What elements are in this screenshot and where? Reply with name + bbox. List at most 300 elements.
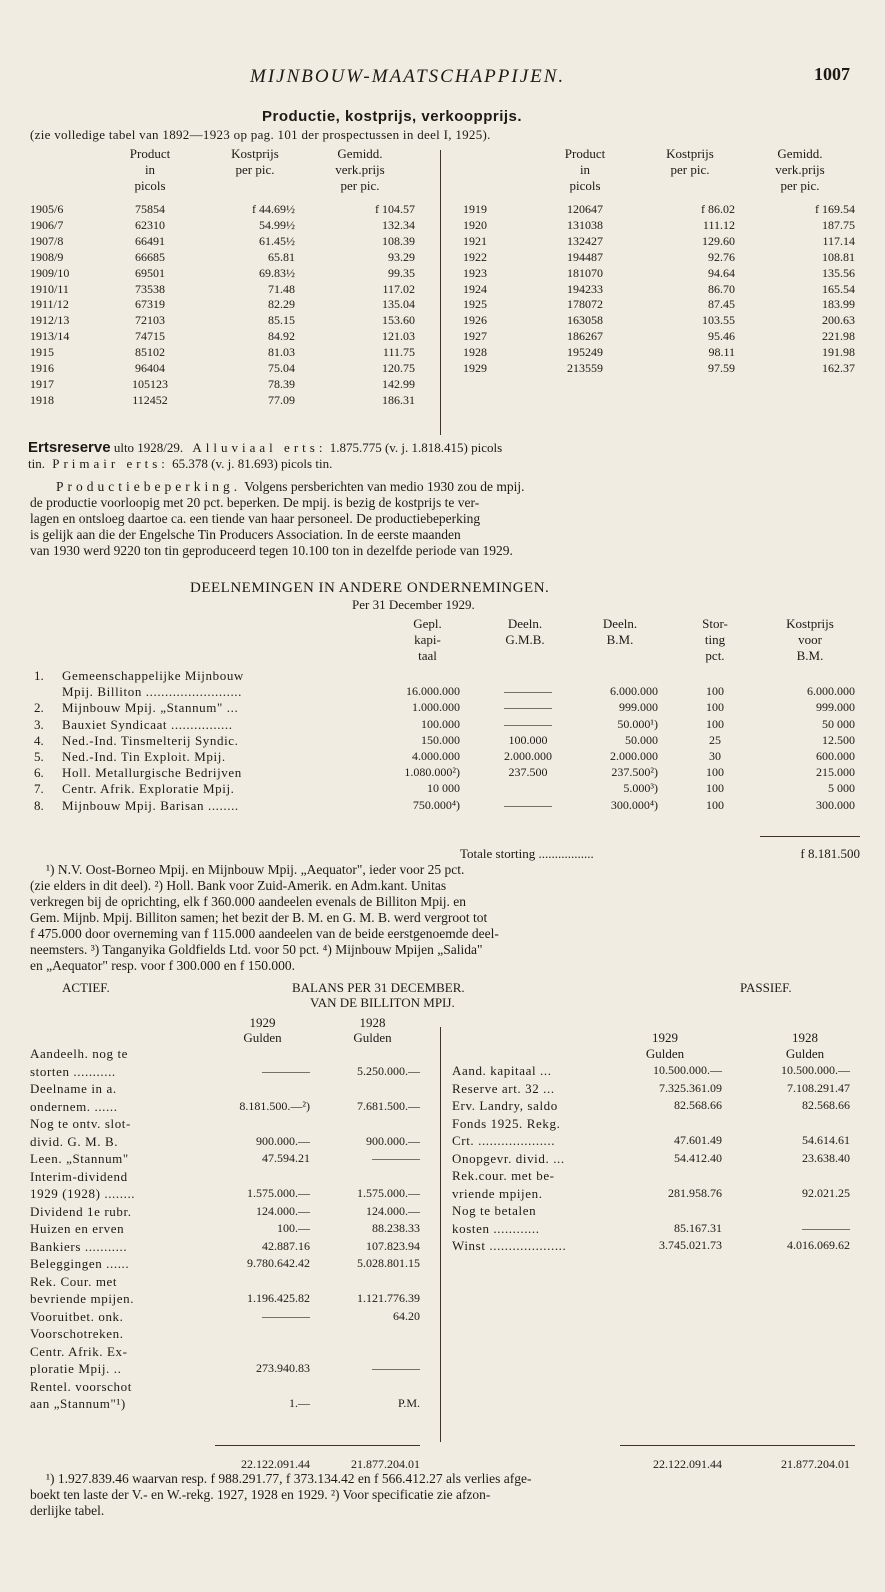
page-number: 1007 [814, 64, 850, 84]
prod-year: 1925 [463, 297, 487, 312]
prod-cost: 71.48 [268, 281, 295, 296]
asset-value-1929: 124.000.— [256, 1203, 310, 1218]
balance-divider [440, 1027, 441, 1442]
part-capital: 750.000⁴) [412, 797, 460, 812]
liab-total-b: 21.877.204.01 [781, 1457, 850, 1471]
production-divider [440, 150, 441, 435]
part-pct: 25 [709, 732, 721, 747]
note-line-0: ¹) N.V. Oost-Borneo Mpij. en Mijnbouw Mpij. „Aequator", ieder voor 25 pct. [46, 862, 465, 877]
part-cost: 600.000 [816, 749, 855, 763]
reserve-heading: Ertsreserve [28, 439, 111, 456]
prod-price: 120.75 [382, 361, 415, 375]
part-capital: 150.000 [421, 732, 460, 747]
asset-label: Voorschotreken. [30, 1326, 124, 1341]
prod-price: 108.39 [382, 233, 415, 248]
note-line-4: f 475.000 door overneming van f 115.000 aandeelen van de beide eerstgenoemde deel- [30, 926, 499, 941]
liability-value-1929: 7.325.361.09 [659, 1080, 722, 1095]
prod-year: 1913/14 [30, 329, 70, 344]
participations-total-value: f 8.181.500 [800, 846, 860, 861]
asset-value-1929: 1.— [289, 1396, 310, 1410]
part-num: 1. [34, 668, 44, 683]
liability-value-1929: 281.958.76 [668, 1185, 722, 1200]
restriction-paragraph [30, 479, 862, 559]
prod-year: 1906/7 [30, 217, 64, 232]
participations-total-rule [760, 836, 860, 837]
prod-price: f 104.57 [375, 202, 415, 216]
prod-header-0-0-2: picols [134, 178, 166, 193]
prod-picols: 66491 [135, 233, 165, 248]
balance-title-2: VAN DE BILLITON MPIJ. [310, 995, 455, 1010]
asset-value-1928: ———— [372, 1151, 420, 1165]
part-cost: 50 000 [822, 716, 855, 731]
participations-total-label: Totale storting ................. [460, 846, 594, 861]
prod-cost: 84.92 [268, 329, 295, 344]
prod-picols: 62310 [135, 217, 165, 232]
asset-value-1928: 900.000.— [366, 1133, 420, 1148]
part-pct: 100 [706, 781, 724, 796]
alluvial-value: 1.875.775 (v. j. 1.818.415) picols [329, 440, 503, 455]
asset-label: Dividend 1e rubr. [30, 1203, 132, 1219]
prod-picols: 73538 [135, 281, 165, 296]
prod-cost: 81.03 [268, 345, 295, 360]
prod-cost: 98.11 [708, 345, 735, 360]
passief-label: PASSIEF. [740, 980, 792, 995]
asset-label: Vooruitbet. onk. [30, 1308, 124, 1324]
prod-year: 1916 [30, 361, 54, 375]
part-header-4-2: B.M. [796, 648, 824, 663]
part-gmb: 2.000.000 [504, 749, 552, 763]
asset-value-1928: ———— [372, 1361, 420, 1375]
liability-value-1929: 85.167.31 [674, 1220, 722, 1235]
liability-label: Erv. Landry, saldo [452, 1098, 558, 1113]
reserve-period: ulto 1928/29. [113, 440, 184, 455]
note-line-1: (zie elders in dit deel). ²) Holl. Bank voor Zuid-Amerik. en Adm.kant. Unitas [30, 878, 447, 893]
part-gmb: 100.000 [508, 732, 548, 747]
asset-value-1929: 100.— [277, 1221, 310, 1235]
prod-year: 1922 [463, 249, 487, 264]
liability-value-1928: 10.500.000.— [781, 1063, 850, 1077]
prod-header-0-0-1: in [144, 162, 156, 177]
asset-label: Beleggingen ...... [30, 1256, 130, 1271]
prod-picols: 96404 [135, 361, 165, 375]
part-num: 7. [34, 781, 44, 797]
prod-cost: 103.55 [702, 313, 735, 328]
asset-total-rule [215, 1445, 420, 1446]
part-header-0-0: Gepl. [413, 616, 442, 631]
prod-picols: 163058 [567, 313, 603, 328]
prod-picols: 186267 [567, 329, 603, 344]
prod-year: 1920 [463, 217, 487, 232]
part-cost: 999.000 [816, 700, 855, 715]
liability-value-1928: 82.568.66 [802, 1098, 850, 1112]
asset-value-1928: 7.681.500.— [357, 1098, 420, 1113]
prod-price: 162.37 [822, 361, 855, 375]
production-subtitle: (zie volledige tabel van 1892—1923 op pag. 101 der prospectussen in deel I, 1925). [30, 127, 491, 142]
part-cost: 300.000 [816, 797, 855, 812]
part-header-3-2: pct. [705, 648, 725, 663]
liab-year-b: 1928 [792, 1030, 818, 1045]
prod-price: 186.31 [382, 392, 415, 407]
prod-header-0-1-0: Kostprijs [231, 146, 279, 161]
asset-label: Rentel. voorschot [30, 1378, 132, 1394]
prod-year: 1907/8 [30, 233, 64, 248]
part-cost: 5 000 [828, 781, 855, 796]
part-header-0-1: kapi- [414, 632, 441, 647]
asset-year-a: 1929 [249, 1015, 276, 1030]
liability-label: Rek.cour. met be- [452, 1168, 555, 1183]
primary-label: Primair erts: [52, 456, 169, 471]
asset-label: Huizen en erven [30, 1221, 125, 1236]
prod-year: 1921 [463, 233, 487, 248]
part-pct: 100 [706, 797, 724, 812]
prod-cost: 77.09 [268, 392, 295, 407]
prod-cost: 129.60 [702, 233, 735, 248]
participations-notes [30, 862, 862, 974]
liability-value-1928: 54.614.61 [802, 1133, 850, 1147]
part-name: Gemeenschappelijke Mijnbouw [62, 668, 244, 683]
part-capital: 1.080.000²) [404, 765, 460, 780]
bnote-line-1: boekt ten laste der V.- en W.-rekg. 1927, 1928 en 1929. ²) Voor specificatie zie afzon- [30, 1487, 491, 1502]
part-name: Centr. Afrik. Exploratie Mpij. [62, 781, 235, 797]
asset-year-b: 1928 [359, 1015, 386, 1030]
prod-picols: 67319 [135, 297, 165, 312]
part-cost: 12.500 [822, 732, 855, 747]
part-num: 3. [34, 716, 44, 732]
prod-picols: 66685 [135, 249, 165, 264]
liab-year-a: 1929 [652, 1030, 678, 1045]
part-header-2-1: B.M. [606, 632, 634, 647]
tin-word: tin. [28, 456, 45, 471]
asset-label: bevriende mpijen. [30, 1291, 135, 1306]
liability-value-1928: 4.016.069.62 [787, 1238, 850, 1252]
asset-value-1928: P.M. [397, 1396, 420, 1410]
prod-header-1-2-0: Gemidd. [777, 146, 823, 161]
asset-value-1928: 88.238.33 [372, 1221, 420, 1235]
production-title: Productie, kostprijs, verkoopprijs. [262, 108, 523, 125]
alluvial-label: Alluviaal erts: [192, 440, 327, 455]
prod-price: 117.02 [382, 281, 415, 296]
part-pct: 30 [709, 749, 721, 763]
primary-value: 65.378 (v. j. 81.693) picols tin. [172, 456, 333, 471]
prod-picols: 213559 [567, 361, 603, 375]
prod-price: 221.98 [822, 329, 855, 344]
prod-price: 108.81 [822, 249, 855, 264]
prod-year: 1917 [30, 376, 54, 391]
note-line-5: neemsters. ³) Tanganyika Goldfields Ltd. voor 50 pct. ⁴) Mijnbouw Mpijen „Salida" [30, 942, 483, 957]
asset-value-1929: ———— [262, 1063, 310, 1078]
prod-price: 93.29 [388, 249, 415, 264]
participations-subtitle: Per 31 December 1929. [352, 597, 475, 612]
prod-header-1-1-1: per pic. [670, 162, 710, 177]
prod-year: 1909/10 [30, 265, 70, 280]
part-num: 8. [34, 797, 44, 813]
liability-value-1928: 7.108.291.47 [787, 1080, 850, 1095]
liability-value-1929: 82.568.66 [674, 1098, 722, 1112]
asset-label: Leen. „Stannum" [30, 1151, 129, 1166]
restriction-line-1: de productie voorloopig met 20 pct. beperken. De mpij. is bezig de kostprijs te ver- [30, 495, 480, 510]
part-gmb: ———— [504, 684, 552, 699]
prod-header-1-0-2: picols [569, 178, 601, 193]
prod-picols: 85102 [135, 345, 165, 360]
asset-value-1929: ———— [262, 1308, 310, 1323]
part-bm: 300.000⁴) [610, 797, 658, 812]
prod-picols: 194233 [567, 281, 603, 296]
part-header-4-1: voor [798, 632, 822, 647]
prod-year: 1908/9 [30, 249, 64, 264]
part-cost: 6.000.000 [807, 684, 855, 699]
part-header-2-0: Deeln. [602, 616, 638, 631]
part-capital: 1.000.000 [412, 700, 460, 715]
prod-cost: 82.29 [268, 297, 295, 312]
part-bm: 2.000.000 [610, 749, 658, 763]
part-capital: 4.000.000 [412, 749, 460, 763]
bnote-line-2: derlijke tabel. [30, 1503, 105, 1518]
part-name-cont: Mpij. Billiton ......................... [62, 684, 243, 700]
part-pct: 100 [706, 765, 724, 780]
prod-year: 1928 [463, 345, 487, 360]
asset-value-1929: 42.887.16 [262, 1238, 310, 1253]
part-cost: 215.000 [816, 765, 855, 780]
asset-value-1928: 1.575.000.— [357, 1186, 420, 1200]
part-num: 4. [34, 732, 44, 748]
restriction-line-4: van 1930 werd 9220 ton tin geproduceerd tegen 10.100 ton in dezelfde periode van 1929. [30, 543, 513, 558]
part-bm: 6.000.000 [610, 684, 658, 699]
asset-value-1929: 1.196.425.82 [247, 1291, 310, 1305]
part-header-3-1: ting [704, 632, 726, 647]
part-pct: 100 [706, 716, 724, 731]
asset-value-1929: 8.181.500.—²) [239, 1098, 310, 1113]
asset-label: divid. G. M. B. [30, 1133, 119, 1149]
prod-header-1-2-1: verk.prijs [775, 162, 825, 177]
part-num: 5. [34, 749, 44, 764]
prod-year: 1905/6 [30, 202, 64, 216]
part-bm: 999.000 [619, 700, 658, 715]
asset-value-1928: 5.028.801.15 [357, 1256, 420, 1270]
part-bm: 237.500²) [611, 765, 658, 780]
asset-value-1928: 64.20 [393, 1308, 420, 1323]
prod-year: 1911/12 [30, 297, 69, 312]
prod-price: 117.14 [822, 233, 855, 248]
asset-total-a: 22.122.091.44 [241, 1457, 310, 1471]
actief-label: ACTIEF. [62, 980, 110, 995]
part-name: Mijnbouw Mpij. „Stannum" ... [62, 700, 239, 716]
prod-cost: 61.45½ [259, 233, 295, 248]
liability-label: Aand. kapitaal ... [452, 1063, 552, 1078]
prod-cost: 87.45 [708, 297, 735, 312]
liability-value-1928: 23.638.40 [802, 1150, 850, 1165]
part-name: Mijnbouw Mpij. Barisan ........ [62, 797, 239, 813]
liability-label: Nog te betalen [452, 1203, 537, 1218]
prod-cost: 97.59 [708, 361, 735, 375]
prod-year: 1910/11 [30, 281, 69, 296]
part-name: Ned.-Ind. Tinsmelterij Syndic. [62, 732, 239, 748]
balance-notes [30, 1471, 862, 1519]
asset-value-1929: 9.780.642.42 [247, 1256, 310, 1270]
prod-year: 1919 [463, 202, 487, 216]
prod-cost: 111.12 [702, 217, 735, 232]
prod-cost: 86.70 [708, 281, 735, 296]
prod-price: 165.54 [822, 281, 855, 296]
reserve-line-2 [28, 456, 332, 472]
prod-price: 191.98 [822, 345, 855, 360]
prod-picols: 112452 [132, 392, 168, 407]
prod-year: 1915 [30, 345, 54, 360]
asset-label: ondernem. ...... [30, 1098, 118, 1114]
prod-price: f 169.54 [815, 202, 855, 216]
prod-cost: f 44.69½ [252, 202, 295, 216]
balance-title-1: BALANS PER 31 DECEMBER. [292, 980, 465, 995]
prod-picols: 194487 [567, 249, 603, 264]
part-name: Ned.-Ind. Tin Exploit. Mpij. [62, 749, 226, 764]
asset-value-1928: 5.250.000.— [357, 1063, 420, 1078]
asset-label: aan „Stannum"¹) [30, 1396, 126, 1411]
part-name: Bauxiet Syndicaat ................ [62, 716, 233, 732]
asset-label: Deelname in a. [30, 1081, 117, 1096]
part-header-0-2: taal [418, 648, 437, 663]
part-pct: 100 [706, 684, 724, 699]
part-gmb: ———— [504, 716, 552, 731]
prod-picols: 131038 [567, 217, 603, 232]
prod-cost: 95.46 [708, 329, 735, 344]
prod-picols: 178072 [567, 297, 603, 312]
asset-label: Rek. Cour. met [30, 1273, 118, 1289]
restriction-heading: Productiebeperking. [56, 479, 242, 494]
part-gmb: 237.500 [508, 765, 548, 780]
prod-price: 135.04 [382, 297, 415, 312]
prod-picols: 75854 [135, 202, 165, 216]
liability-label: Fonds 1925. Rekg. [452, 1115, 561, 1131]
prod-price: 200.63 [822, 313, 855, 328]
prod-cost: 92.76 [708, 249, 735, 264]
prod-price: 183.99 [822, 297, 855, 312]
asset-value-1928: 124.000.— [366, 1203, 420, 1218]
part-bm: 5.000³) [623, 781, 658, 796]
part-gmb: ———— [504, 700, 552, 715]
liability-value-1929: 3.745.021.73 [659, 1238, 722, 1252]
asset-label: 1929 (1928) ........ [30, 1186, 136, 1201]
prod-price: 111.75 [382, 345, 415, 360]
liability-label: Reserve art. 32 ... [452, 1080, 555, 1096]
part-bm: 50.000 [625, 732, 658, 747]
prod-header-1-0-0: Product [564, 146, 606, 161]
prod-cost: f 86.02 [701, 202, 735, 216]
prod-cost: 65.81 [268, 249, 295, 264]
part-header-1-0: Deeln. [507, 616, 543, 631]
prod-header-0-0-0: Product [129, 146, 171, 161]
liability-value-1929: 47.601.49 [674, 1133, 722, 1147]
prod-year: 1926 [463, 313, 487, 328]
prod-cost: 75.04 [268, 361, 295, 375]
prod-price: 121.03 [382, 329, 415, 344]
asset-value-1929: 1.575.000.— [247, 1186, 310, 1200]
page-header [0, 62, 885, 92]
prod-price: 99.35 [388, 265, 415, 280]
liability-value-1928: ———— [802, 1220, 850, 1235]
liability-value-1929: 54.412.40 [674, 1150, 722, 1165]
participations-title: DEELNEMINGEN IN ANDERE ONDERNEMINGEN. [190, 580, 550, 596]
prod-price: 135.56 [822, 265, 855, 280]
part-bm: 50.000¹) [617, 716, 658, 731]
prod-price: 187.75 [822, 217, 855, 232]
prod-header-1-2-2: per pic. [780, 178, 820, 193]
asset-label: Aandeelh. nog te [30, 1046, 129, 1061]
restriction-line-3: is gelijk aan die der Engelsche Tin Producers Association. In de eerste maanden [30, 527, 461, 542]
asset-value-1928: 107.823.94 [366, 1238, 420, 1253]
liab-total-a: 22.122.091.44 [653, 1457, 722, 1471]
prod-cost: 85.15 [268, 313, 295, 328]
part-gmb: ———— [504, 797, 552, 812]
prod-picols: 72103 [135, 313, 165, 328]
liability-label: kosten ............ [452, 1220, 540, 1236]
prod-year: 1924 [463, 281, 487, 296]
asset-value-1929: 900.000.— [256, 1133, 310, 1148]
liability-label: Onopgevr. divid. ... [452, 1150, 565, 1166]
prod-year: 1923 [463, 265, 487, 280]
prod-cost: 69.83½ [259, 265, 295, 280]
asset-value-1928: 1.121.776.39 [357, 1291, 420, 1305]
part-num: 6. [34, 765, 44, 781]
prod-cost: 78.39 [268, 376, 295, 391]
note-line-6: en „Aequator" resp. voor f 300.000 en f 150.000. [30, 958, 295, 973]
liab-unit-a: Gulden [645, 1046, 685, 1061]
part-capital: 100.000 [421, 716, 460, 731]
prod-header-0-2-1: verk.prijs [335, 162, 385, 177]
prod-year: 1912/13 [30, 313, 70, 328]
restriction-line-2: lagen en ontsloeg daartoe ca. een tiende van haar personeel. De productiebeperking [30, 511, 481, 526]
part-capital: 16.000.000 [406, 684, 460, 699]
asset-label: Interim-dividend [30, 1168, 128, 1184]
part-capital: 10 000 [427, 781, 460, 796]
liab-total-rule [620, 1445, 855, 1446]
asset-label: ploratie Mpij. .. [30, 1361, 122, 1376]
prod-picols: 132427 [567, 233, 603, 248]
prod-cost: 94.64 [708, 265, 735, 280]
reserve-line-1 [28, 439, 863, 456]
prod-picols: 69501 [135, 265, 165, 280]
restriction-line-0: Volgens persberichten van medio 1930 zou de mpij. [244, 479, 525, 494]
liability-value-1928: 92.021.25 [802, 1185, 850, 1200]
prod-picols: 195249 [567, 345, 603, 360]
part-name: Holl. Metallurgische Bedrijven [62, 765, 242, 781]
liability-label: Winst .................... [452, 1238, 567, 1253]
prod-header-0-2-2: per pic. [340, 178, 380, 193]
part-pct: 100 [706, 700, 724, 715]
prod-picols: 105123 [132, 376, 168, 391]
part-header-3-0: Stor- [702, 616, 728, 631]
bnote-line-0: ¹) 1.927.839.46 waarvan resp. f 988.291.77, f 373.134.42 en f 566.412.27 als verlies afge- [46, 1471, 532, 1486]
prod-picols: 74715 [135, 329, 165, 344]
prod-year: 1927 [463, 329, 487, 344]
asset-label: Bankiers ........... [30, 1238, 128, 1254]
asset-value-1929: 47.594.21 [262, 1151, 310, 1165]
liability-label: vriende mpijen. [452, 1185, 543, 1201]
prod-picols: 120647 [567, 202, 603, 216]
part-num: 2. [34, 700, 44, 716]
prod-price: 153.60 [382, 313, 415, 328]
prod-picols: 181070 [567, 265, 603, 280]
prod-header-0-2-0: Gemidd. [337, 146, 383, 161]
running-title: MIJNBOUW-MAATSCHAPPIJEN. [250, 66, 566, 87]
asset-value-1929: 273.940.83 [256, 1361, 310, 1375]
asset-unit-a: Gulden [243, 1030, 282, 1045]
prod-year: 1929 [463, 361, 487, 375]
prod-year: 1918 [30, 392, 54, 407]
note-line-3: Gem. Mijnb. Mpij. Billiton samen; het bezit der B. M. en G. M. B. werd vergroot tot [30, 910, 488, 925]
prod-header-1-0-1: in [579, 162, 591, 177]
asset-total-b: 21.877.204.01 [351, 1457, 420, 1471]
part-header-1-1: G.M.B. [505, 632, 545, 647]
liability-label: Crt. .................... [452, 1133, 556, 1148]
